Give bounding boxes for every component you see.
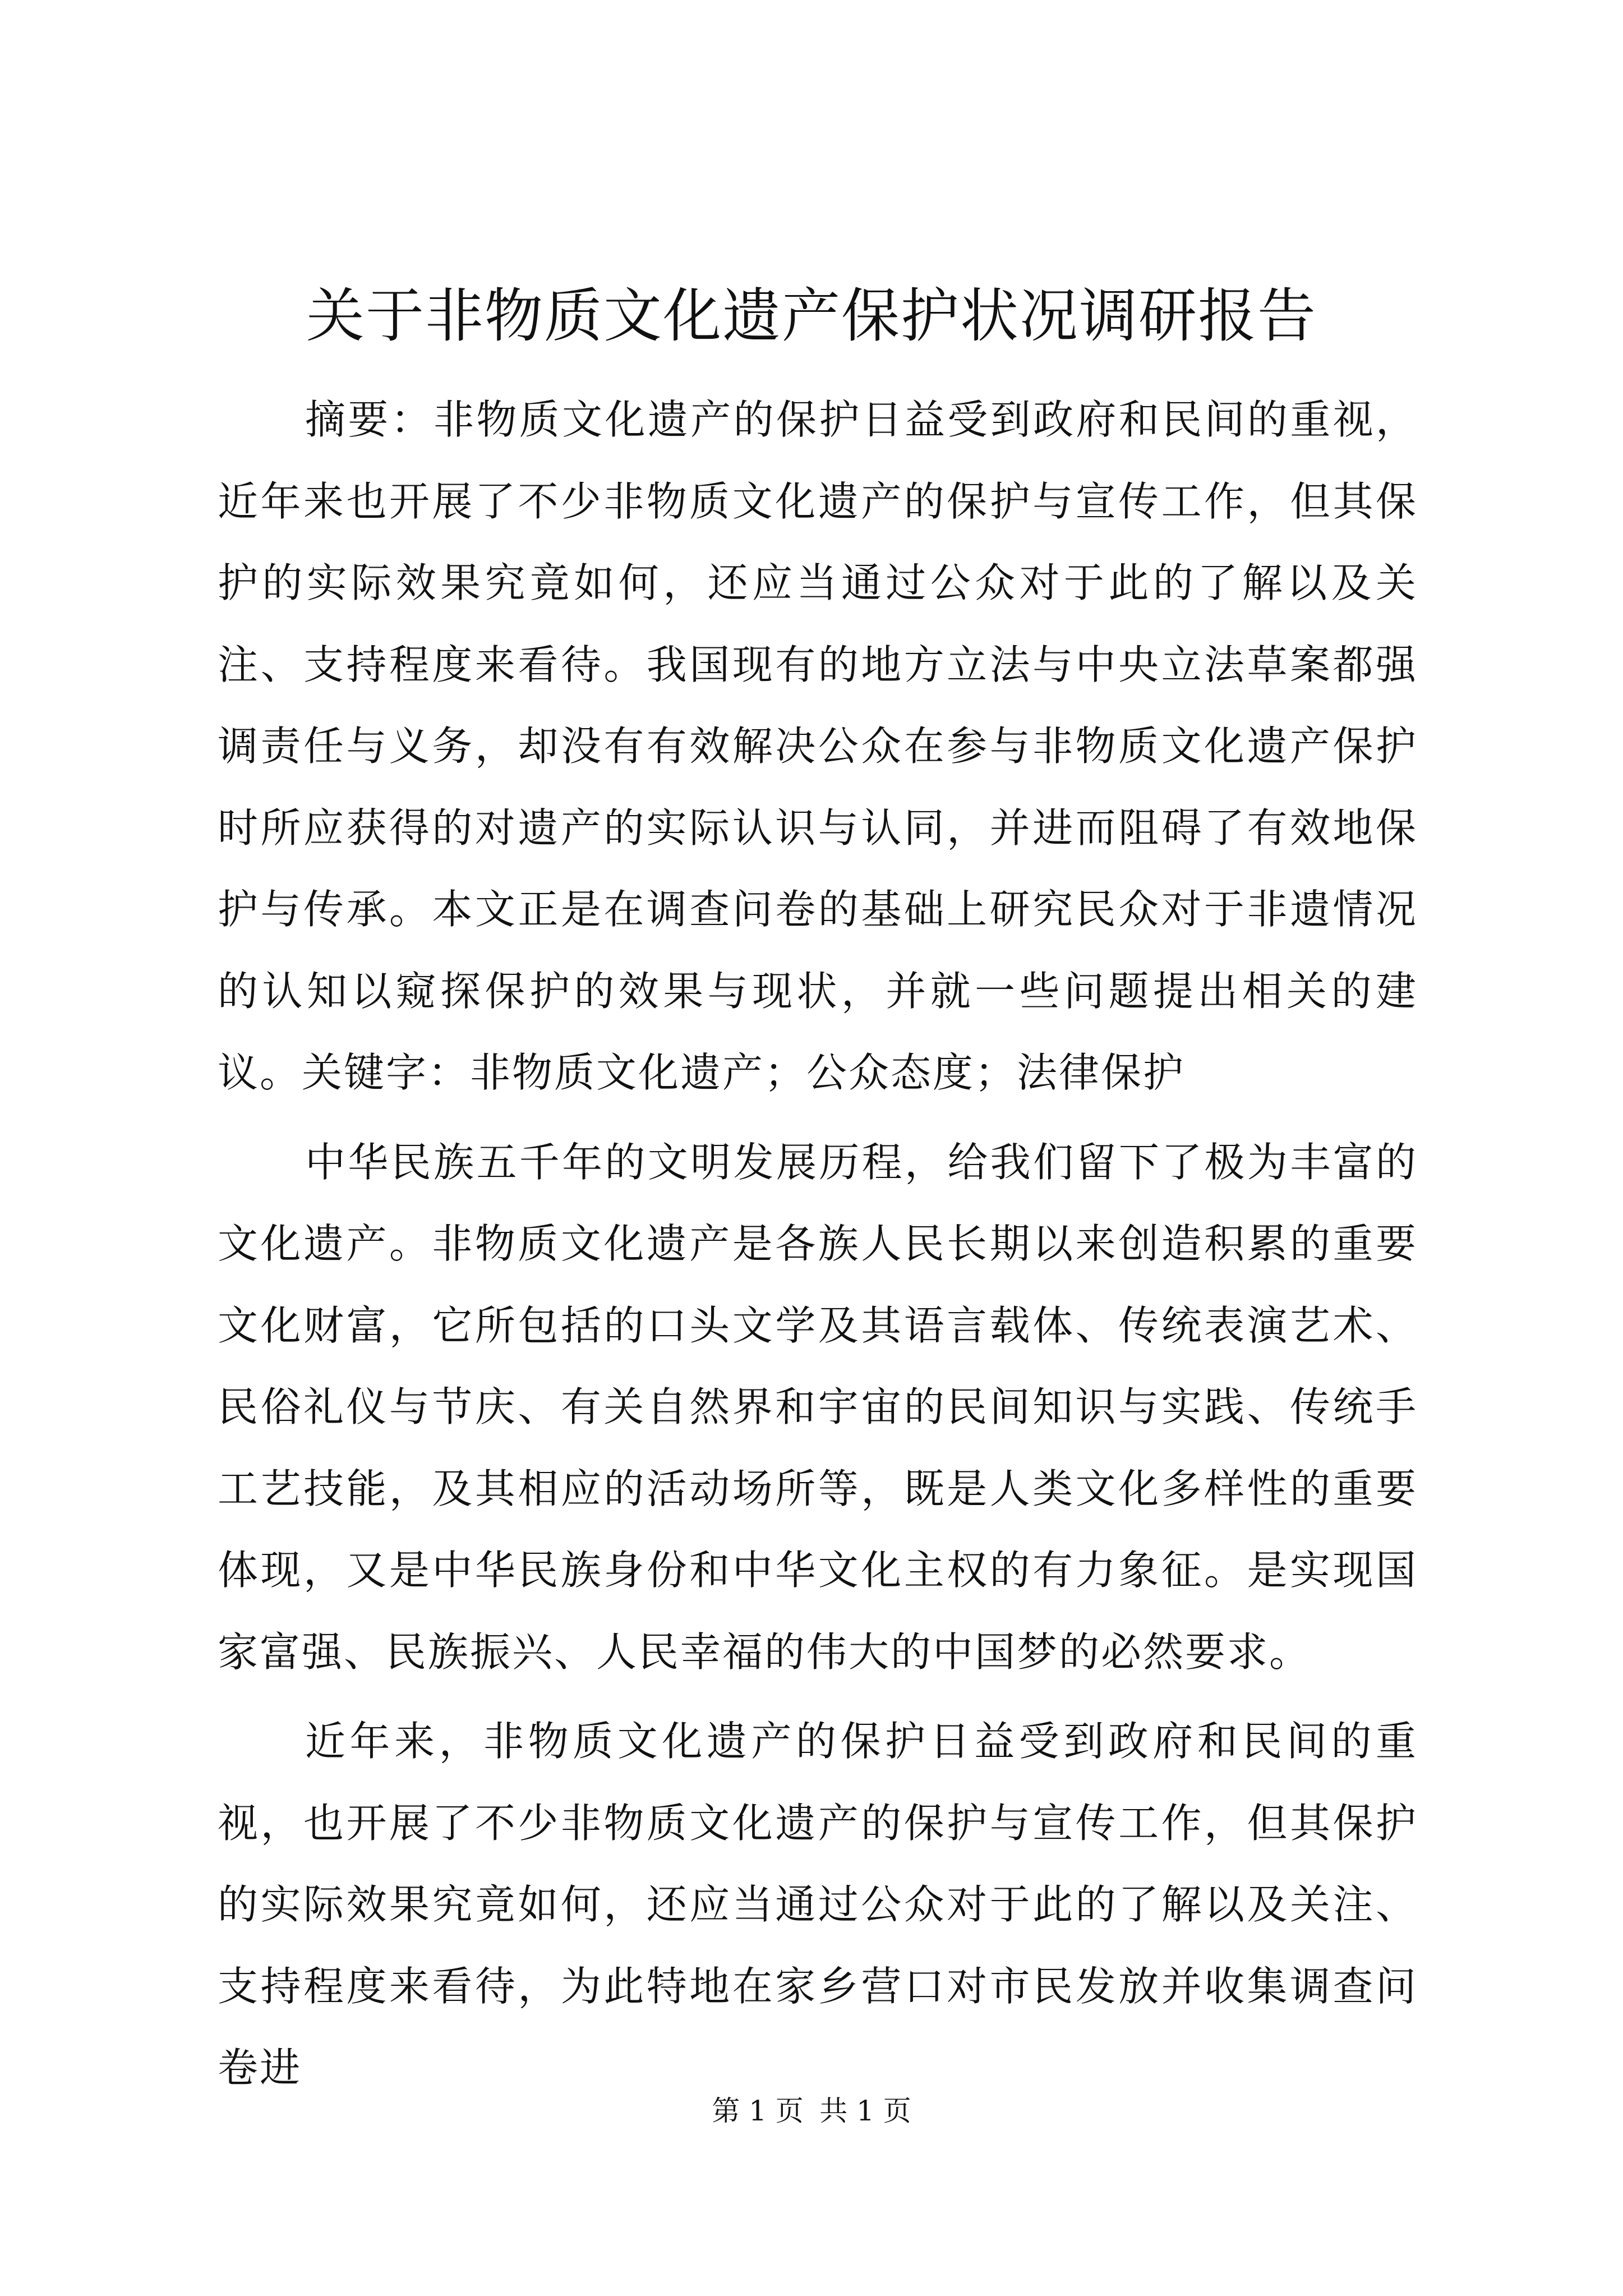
- intro-paragraph: 中华民族五千年的文明发展历程，给我们留下了极为丰富的文化遗产。非物质文化遗产是各族人民长期以来创造积累的重要文化财富，它所包括的口头文学及其语言载体、传统表演艺术、民俗礼仪与节庆、有关自然界和宇宙的民间知识与实践、传统手工艺技能，及其相应的活动场所等，既是人类文化多样性的重要体现，又是中华民族身份和中华文化主权的有力象征。是实现国家富强、民族振兴、人民幸福的伟大的中国梦的必然要求。: [218, 1138, 1418, 1676]
- document-body: [218, 379, 1418, 2109]
- abstract-paragraph: 摘要：非物质文化遗产的保护日益受到政府和民间的重视，近年来也开展了不少非物质文化遗产的保护与宣传工作，但其保护的实际效果究竟如何，还应当通过公众对于此的了解以及关注、支持程度来看待。我国现有的地方立法与中央立法草案都强调责任与义务，却没有有效解决公众在参与非物质文化遗产保护时所应获得的对遗产的实际认识与认同，并进而阻碍了有效地保护与传承。本文正是在调查问卷的基础上研究民众对于非遗情况的认知以窥探保护的效果与现状，并就一些问题提出相关的建议。关键字：非物质文化遗产；公众态度；法律保护: [218, 396, 1418, 1096]
- page-number: 第 1 页: [712, 2095, 804, 2127]
- page-footer: [0, 2091, 1623, 2131]
- page-total: 共 1 页: [819, 2095, 911, 2127]
- survey-paragraph: 近年来，非物质文化遗产的保护日益受到政府和民间的重视，也开展了不少非物质文化遗产的保护与宣传工作，但其保护的实际效果究竟如何，还应当通过公众对于此的了解以及关注、支持程度来看待，为此特地在家乡营口对市民发放并收集调查问卷进: [218, 1718, 1418, 2091]
- document-title: 关于非物质文化遗产保护状况调研报告: [306, 282, 1317, 350]
